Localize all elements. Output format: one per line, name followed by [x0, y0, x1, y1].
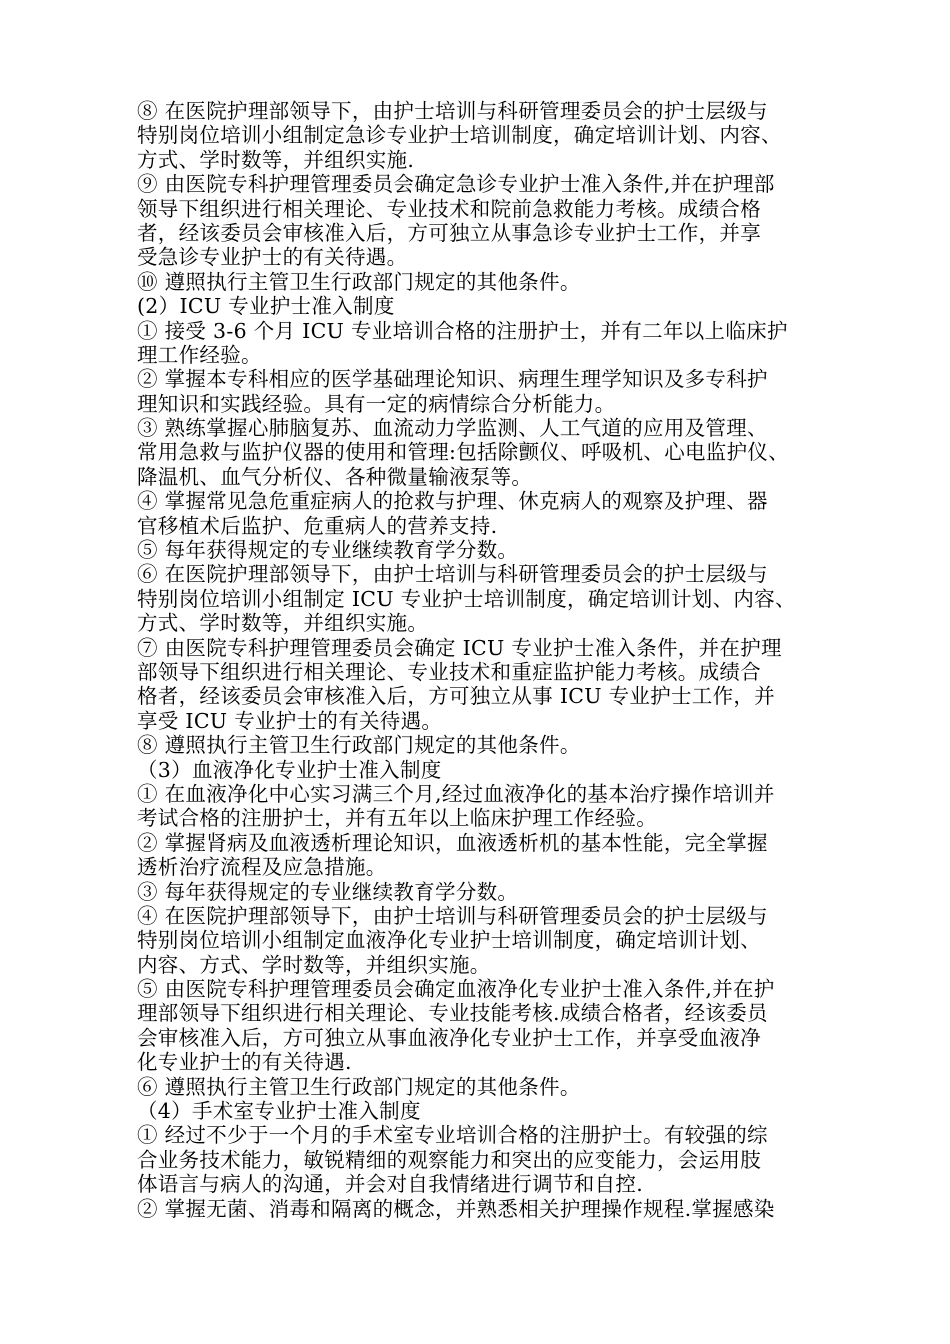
text-line: 合业务技术能力，敏锐精细的观察能力和突出的应变能力，会运用肢: [137, 1147, 761, 1172]
text-line: 受急诊专业护士的有关待遇。: [137, 245, 408, 270]
text-line: ③ 熟练掌握心肺脑复苏、血流动力学监测、人工气道的应用及管理、: [137, 416, 768, 441]
text-line: (2）ICU 专业护士准入制度: [137, 294, 395, 319]
text-line: ② 掌握无菌、消毒和隔离的概念，并熟悉相关护理操作规程.掌握感染: [137, 1196, 775, 1221]
text-line: 特别岗位培训小组制定 ICU 专业护士培训制度，确定培训计划、内容、: [137, 586, 796, 611]
text-line: 理知识和实践经验。具有一定的病情综合分析能力。: [137, 391, 616, 416]
text-line: ⑤ 由医院专科护理管理委员会确定血液净化专业护士准入条件,并在护: [137, 977, 775, 1002]
text-line: ① 在血液净化中心实习满三个月,经过血液净化的基本治疗操作培训并: [137, 781, 775, 806]
text-line: 理工作经验。: [137, 342, 262, 367]
text-line: ① 接受 3-6 个月 ICU 专业培训合格的注册护士，并有二年以上临床护: [137, 318, 788, 343]
text-line: 格者，经该委员会审核准入后，方可独立从事 ICU 专业护士工作，并: [137, 684, 775, 709]
text-line: ④ 掌握常见急危重症病人的抢救与护理、休克病人的观察及护理、器: [137, 489, 768, 514]
text-line: 体语言与病人的沟通，并会对自我情绪进行调节和自控.: [137, 1172, 644, 1197]
text-line: ② 掌握本专科相应的医学基础理论知识、病理生理学知识及多专科护: [137, 367, 768, 392]
text-line: ⑥ 在医院护理部领导下，由护士培训与科研管理委员会的护士层级与: [137, 562, 768, 587]
text-line: 者，经该委员会审核准入后，方可独立从事急诊专业护士工作，并享: [137, 220, 761, 245]
text-line: 会审核准入后，方可独立从事血液净化专业护士工作，并享受血液净: [137, 1025, 761, 1050]
text-line: ④ 在医院护理部领导下，由护士培训与科研管理委员会的护士层级与: [137, 903, 768, 928]
text-line: 方式、学时数等，并组织实施.: [137, 147, 415, 172]
text-line: 降温机、血气分析仪、各种微量输液泵等。: [137, 464, 533, 489]
text-line: 内容、方式、学时数等，并组织实施。: [137, 952, 491, 977]
text-line: 方式、学时数等，并组织实施。: [137, 611, 429, 636]
text-line: ② 掌握肾病及血液透析理论知识，血液透析机的基本性能，完全掌握: [137, 830, 768, 855]
text-line: ⑥ 遵照执行主管卫生行政部门规定的其他条件。: [137, 1074, 581, 1099]
text-line: 理部领导下组织进行相关理论、专业技能考核.成绩合格者，经该委员: [137, 1001, 768, 1026]
text-line: 部领导下组织进行相关理论、专业技术和重症监护能力考核。成绩合: [137, 659, 761, 684]
text-line: ③ 每年获得规定的专业继续教育学分数。: [137, 879, 519, 904]
text-line: ⑧ 遵照执行主管卫生行政部门规定的其他条件。: [137, 733, 581, 758]
text-line: （4）手术室专业护士准入制度: [137, 1099, 421, 1124]
text-line: ① 经过不少于一个月的手术室专业培训合格的注册护士。有较强的综: [137, 1123, 768, 1148]
text-line: 官移植术后监护、危重病人的营养支持.: [137, 513, 498, 538]
text-line: 特别岗位培训小组制定血液净化专业护士培训制度，确定培训计划、: [137, 928, 761, 953]
text-line: 享受 ICU 专业护士的有关待遇。: [137, 708, 443, 733]
text-line: ⑨ 由医院专科护理管理委员会确定急诊专业护士准入条件,并在护理部: [137, 172, 775, 197]
text-line: ⑦ 由医院专科护理管理委员会确定 ICU 专业护士准入条件，并在护理: [137, 635, 782, 660]
document-body: [137, 99, 840, 1221]
text-line: 化专业护士的有关待遇.: [137, 1050, 352, 1075]
text-line: （3）血液净化专业护士准入制度: [137, 757, 442, 782]
text-line: 领导下组织进行相关理论、专业技术和院前急救能力考核。成绩合格: [137, 196, 761, 221]
text-line: 考试合格的注册护士，并有五年以上临床护理工作经验。: [137, 806, 657, 831]
text-line: ⑧ 在医院护理部领导下，由护士培训与科研管理委员会的护士层级与: [137, 99, 768, 123]
text-line: ⑤ 每年获得规定的专业继续教育学分数。: [137, 538, 519, 563]
text-line: 常用急救与监护仪器的使用和管理:包括除颤仪、呼吸机、心电监护仪、: [137, 440, 790, 465]
text-line: 特别岗位培训小组制定急诊专业护士培训制度，确定培训计划、内容、: [137, 123, 782, 148]
text-line: ⑩ 遵照执行主管卫生行政部门规定的其他条件。: [137, 269, 581, 294]
text-line: 透析治疗流程及应急措施。: [137, 855, 387, 880]
